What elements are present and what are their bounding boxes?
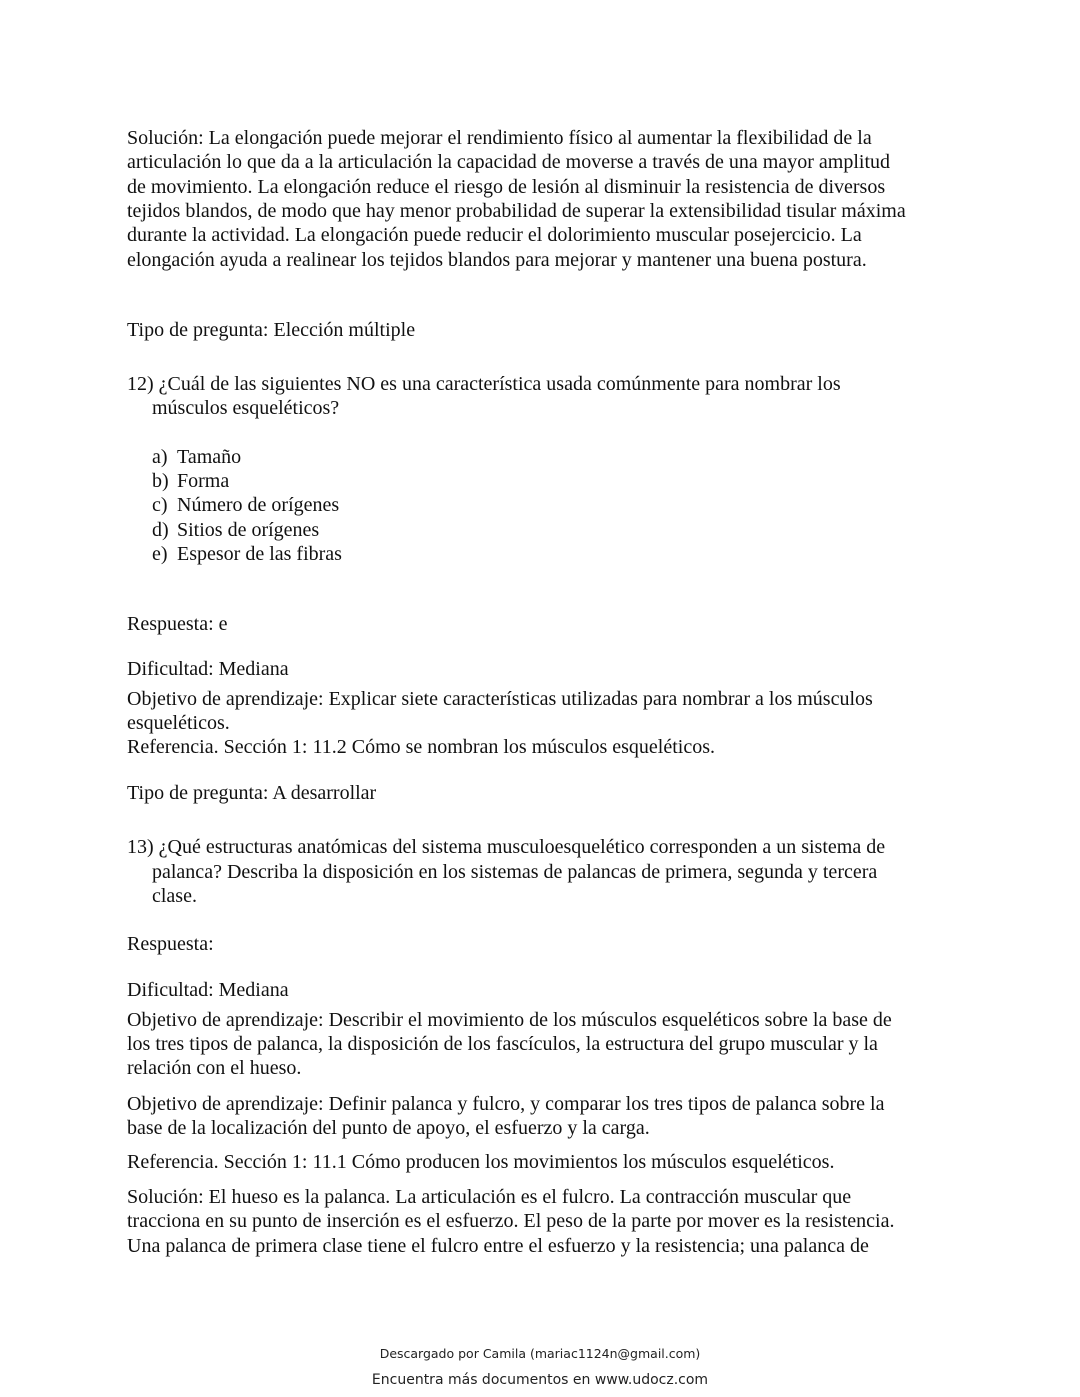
udocz-link[interactable]: Encuentra más documentos en www.udocz.com (371, 1372, 709, 1388)
option-b: b) Forma (152, 470, 230, 492)
reference: Referencia. Sección 1: 11.1 Cómo producen los movimientos los músculos esqueléticos. (127, 1151, 835, 1173)
learning-objective: Objetivo de aprendizaje: Explicar siete características utilizadas para nombrar a los músculos (127, 688, 873, 710)
option-c: c) Número de orígenes (152, 494, 340, 516)
text-line: elongación ayuda a realinear los tejidos blandos para mejorar y mantener una buena postura. (127, 249, 867, 271)
difficulty: Dificultad: Mediana (127, 658, 289, 680)
learning-objective: Objetivo de aprendizaje: Definir palanca y fulcro, y comparar los tres tipos de palanca sobre la (127, 1093, 885, 1115)
answer: Respuesta: e (127, 613, 228, 635)
text-line: Solución: La elongación puede mejorar el rendimiento físico al aumentar la flexibilidad de la (127, 127, 872, 149)
text-line: articulación lo que da a la articulación la capacidad de moverse a través de una mayor amplitud (127, 151, 890, 173)
answer: Respuesta: (127, 933, 214, 955)
solution: Solución: El hueso es la palanca. La articulación es el fulcro. La contracción muscular que (127, 1186, 852, 1208)
question-text: músculos esqueléticos? (152, 397, 340, 419)
learning-objective: esqueléticos. (127, 712, 230, 734)
text-line: de movimiento. La elongación reduce el riesgo de lesión al disminuir la resistencia de diversos (127, 176, 886, 198)
text-line: durante la actividad. La elongación puede reducir el dolorimiento muscular posejercicio. La (127, 224, 862, 246)
question-text: 13) ¿Qué estructuras anatómicas del sistema musculoesquelético corresponden a un sistema de (127, 836, 886, 858)
solution: tracciona en su punto de inserción es el esfuerzo. El peso de la parte por mover es la resistencia. (127, 1210, 895, 1232)
option-a: a) Tamaño (152, 446, 242, 468)
question-text: palanca? Describa la disposición en los sistemas de palancas de primera, segunda y tercera (152, 861, 878, 883)
learning-objective: relación con el hueso. (127, 1057, 302, 1079)
question-text: clase. (152, 885, 197, 907)
option-e: e) Espesor de las fibras (152, 543, 342, 565)
learning-objective: los tres tipos de palanca, la disposición de los fascículos, la estructura del grupo muscular y la (127, 1033, 878, 1055)
solution: Una palanca de primera clase tiene el fulcro entre el esfuerzo y la resistencia; una palanca de (127, 1235, 869, 1257)
text-line: tejidos blandos, de modo que hay menor probabilidad de superar la extensibilidad tisular máxima (127, 200, 906, 222)
learning-objective: base de la localización del punto de apoyo, el esfuerzo y la carga. (127, 1117, 650, 1139)
download-notice: Descargado por Camila (mariac1124n@gmail.com) (379, 1346, 701, 1361)
question-type: Tipo de pregunta: Elección múltiple (127, 319, 416, 341)
reference: Referencia. Sección 1: 11.2 Cómo se nombran los músculos esqueléticos. (127, 736, 716, 758)
question-type: Tipo de pregunta: A desarrollar (127, 782, 377, 804)
question-text: 12) ¿Cuál de las siguientes NO es una característica usada comúnmente para nombrar los (127, 373, 841, 395)
difficulty: Dificultad: Mediana (127, 979, 289, 1001)
option-d: d) Sitios de orígenes (152, 519, 320, 541)
learning-objective: Objetivo de aprendizaje: Describir el movimiento de los músculos esqueléticos sobre la base de (127, 1009, 892, 1031)
